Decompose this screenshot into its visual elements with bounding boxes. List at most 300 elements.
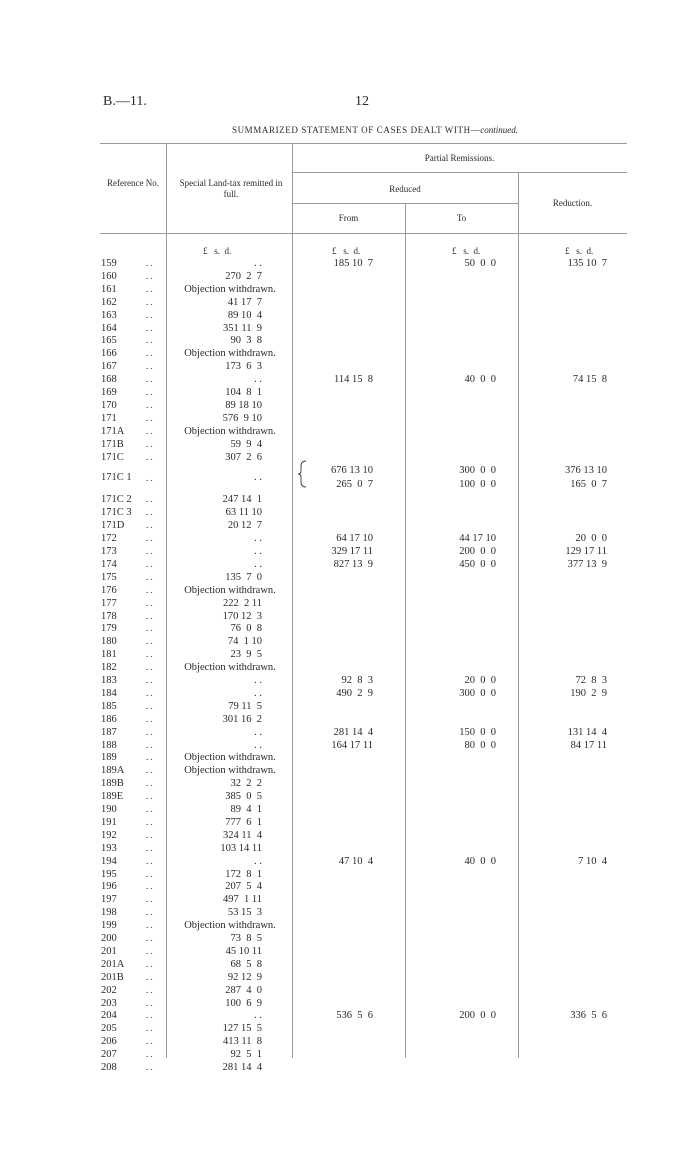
leader-dots: . . <box>146 494 153 505</box>
partial-remissions-rule <box>292 172 627 173</box>
table-row <box>0 622 700 635</box>
table-row <box>0 399 700 412</box>
leader-dots: . . <box>146 662 153 673</box>
reference-number: 159 <box>101 258 117 269</box>
table-row <box>0 777 700 790</box>
remitted-in-full <box>168 373 292 386</box>
remitted-amount: 127 15 5 <box>222 1023 262 1035</box>
table-row <box>0 309 700 322</box>
reference-number: 179 <box>101 623 117 635</box>
reduction-amount: 84 17 11 <box>570 739 607 751</box>
table-row <box>0 373 700 386</box>
reduction-amount: 131 14 4 <box>567 726 607 738</box>
reference-number: 190 <box>101 804 117 815</box>
leader-dots: . . <box>146 520 153 531</box>
table-row <box>0 984 700 997</box>
leader-dots: . . <box>146 752 153 763</box>
leader-dots: . . <box>146 894 153 905</box>
reference-number: 189A <box>101 765 125 777</box>
leader-dots: . . <box>146 765 153 776</box>
reference-number: 208 <box>101 1062 117 1073</box>
reference-number: 200 <box>101 933 117 944</box>
leader-dots: . . <box>146 296 153 307</box>
remitted-in-full <box>168 945 292 958</box>
reference-number: 160 <box>101 270 117 282</box>
reference-number: 187 <box>101 726 117 738</box>
table-row <box>0 855 700 868</box>
leader-dots: . . <box>146 597 153 608</box>
remitted-amount: 76 0 8 <box>230 623 262 635</box>
remitted-in-full <box>168 893 292 906</box>
reduced-to-amount: 200 0 0 <box>459 546 496 557</box>
table-row <box>0 571 700 584</box>
reference-number: 171D <box>101 520 125 532</box>
table-row <box>0 438 700 451</box>
title-text: SUMMARIZED STATEMENT OF CASES DEALT WITH— <box>231 125 481 135</box>
remitted-in-full <box>168 777 292 790</box>
reduced-from-amount: 827 13 9 <box>333 558 373 570</box>
remitted-in-full <box>168 597 292 610</box>
table-row <box>0 296 700 309</box>
table-row <box>0 932 700 945</box>
remitted-in-full <box>168 932 292 945</box>
remitted-amount: 73 8 5 <box>230 933 262 944</box>
remitted-placeholder: . . <box>254 258 262 269</box>
remitted-amount: 270 2 7 <box>225 270 262 282</box>
leader-dots: . . <box>146 700 153 711</box>
reference-number: 166 <box>101 348 117 360</box>
reduced-from-amount: 92 8 3 <box>341 675 373 686</box>
reference-number: 193 <box>101 842 117 854</box>
remitted-in-full <box>168 464 292 492</box>
units-from: £ s. d. <box>332 246 361 256</box>
table-row <box>0 958 700 971</box>
reference-number: 198 <box>101 907 117 919</box>
remitted-amount: 79 11 5 <box>228 700 262 712</box>
remitted-in-full <box>168 997 292 1010</box>
table-row <box>0 1009 700 1022</box>
reduced-from-amount-2: 265 0 7 <box>336 479 373 491</box>
remitted-amount: 68 5 8 <box>230 958 262 970</box>
reference-number: 169 <box>101 387 117 398</box>
remitted-amount: 247 14 1 <box>222 494 262 506</box>
reference-number: 163 <box>101 309 117 321</box>
reference-number: 188 <box>101 739 117 751</box>
remitted-placeholder: . . <box>254 739 262 751</box>
header-partial: Partial Remissions. <box>424 153 495 163</box>
remitted-in-full <box>168 855 292 868</box>
table-row <box>0 1061 700 1074</box>
remitted-in-full <box>168 493 292 506</box>
table-row <box>0 764 700 777</box>
remitted-in-full <box>168 519 292 532</box>
remitted-amount: 92 5 1 <box>230 1049 262 1061</box>
remitted-in-full <box>168 726 292 739</box>
table-row <box>0 674 700 687</box>
table-row <box>0 545 700 558</box>
reference-number: 192 <box>101 829 117 841</box>
remitted-in-full <box>168 700 292 713</box>
remitted-placeholder: . . <box>254 1010 262 1022</box>
remitted-amount: 576 9 10 <box>222 412 262 424</box>
reduction-amount: 129 17 11 <box>565 546 607 557</box>
remitted-in-full <box>168 958 292 971</box>
table-row <box>0 1048 700 1061</box>
remitted-amount: 222 2 11 <box>223 597 262 609</box>
leader-dots: . . <box>146 584 153 595</box>
remitted-amount: 20 12 7 <box>227 520 262 532</box>
remitted-in-full <box>168 984 292 997</box>
table-row <box>0 906 700 919</box>
remitted-in-full <box>168 880 292 893</box>
leader-dots: . . <box>146 322 153 333</box>
remitted-amount: 53 15 3 <box>227 907 262 919</box>
reference-number: 171B <box>101 438 124 450</box>
page-number: 12 <box>355 94 369 109</box>
header-reduced: Reduced <box>389 184 421 194</box>
remitted-amount: 385 0 5 <box>225 791 262 803</box>
leader-dots: . . <box>146 361 153 372</box>
reference-number: 204 <box>101 1010 117 1022</box>
header-special: Special Land-tax remitted in full. <box>179 178 283 199</box>
leader-dots: . . <box>146 507 153 518</box>
reference-number: 174 <box>101 558 117 570</box>
leader-dots: . . <box>146 335 153 346</box>
leader-dots: . . <box>146 739 153 750</box>
table-row <box>0 257 700 270</box>
table-row <box>0 829 700 842</box>
reference-number: 201B <box>101 971 124 983</box>
remitted-in-full <box>168 399 292 412</box>
table-row <box>0 584 700 597</box>
remitted-amount: 497 1 11 <box>223 894 262 906</box>
leader-dots: . . <box>146 270 153 281</box>
reference-number: 162 <box>101 296 117 308</box>
table-row <box>0 635 700 648</box>
table-row <box>0 726 700 739</box>
leader-dots: . . <box>146 387 153 397</box>
table-row <box>0 751 700 764</box>
remitted-in-full <box>168 739 292 752</box>
reference-number: 171C 3 <box>101 507 132 519</box>
leader-dots: . . <box>146 623 153 634</box>
reduction-amount: 135 10 7 <box>567 258 607 269</box>
leader-dots: . . <box>146 958 153 969</box>
reduced-from-amount: 64 17 10 <box>336 533 373 545</box>
table-row <box>0 519 700 532</box>
leader-dots: . . <box>146 984 153 995</box>
remitted-in-full <box>168 270 292 283</box>
units-to: £ s. d. <box>452 246 481 256</box>
leader-dots: . . <box>146 933 153 943</box>
leader-dots: . . <box>146 971 153 982</box>
remitted-amount: 23 9 5 <box>230 649 262 661</box>
table-row <box>0 842 700 855</box>
leader-dots: . . <box>146 920 153 931</box>
remitted-in-full <box>168 790 292 803</box>
header-from: From <box>338 213 359 223</box>
remitted-in-full <box>168 334 292 347</box>
reference-number: 207 <box>101 1049 117 1061</box>
remitted-placeholder: . . <box>254 687 262 699</box>
leader-dots: . . <box>146 610 153 621</box>
table-row <box>0 283 700 296</box>
leader-dots: . . <box>146 778 153 789</box>
table-row <box>0 532 700 545</box>
remitted-in-full <box>168 322 292 335</box>
reduced-from-amount: 164 17 11 <box>331 739 373 751</box>
table-row <box>0 558 700 571</box>
reference-number: 167 <box>101 361 117 373</box>
reduced-to-amount-2: 100 0 0 <box>459 479 496 491</box>
reference-number: 194 <box>101 855 117 867</box>
reference-number: 171A <box>101 425 125 437</box>
leader-dots: . . <box>146 533 153 544</box>
page-reference: B.—11. <box>103 94 147 109</box>
reference-number: 197 <box>101 894 117 906</box>
remitted-in-full <box>168 906 292 919</box>
leader-dots: . . <box>146 675 153 685</box>
table-row <box>0 610 700 623</box>
remitted-amount: 89 18 10 <box>225 399 262 411</box>
leader-dots: . . <box>146 804 153 814</box>
objection-note: Objection withdrawn. <box>184 283 276 295</box>
table-row <box>0 597 700 610</box>
reference-number: 171C 2 <box>101 494 132 506</box>
table-row <box>0 893 700 906</box>
leader-dots: . . <box>146 636 153 647</box>
table-row <box>0 700 700 713</box>
remitted-amount: 74 1 10 <box>227 636 262 648</box>
leader-dots: . . <box>146 791 153 802</box>
remitted-amount: 59 9 4 <box>230 438 262 450</box>
remitted-in-full <box>168 257 292 270</box>
reduced-from-amount: 281 14 4 <box>333 726 373 738</box>
reference-number: 183 <box>101 675 117 686</box>
leader-dots: . . <box>146 1062 153 1072</box>
reduced-to-amount: 80 0 0 <box>464 739 496 751</box>
reference-number: 171C <box>101 451 124 463</box>
leader-dots: . . <box>146 726 153 737</box>
remitted-amount: 135 7 0 <box>225 571 262 583</box>
remitted-in-full <box>168 687 292 700</box>
remitted-placeholder: . . <box>254 855 262 867</box>
remitted-in-full <box>168 360 292 373</box>
remitted-amount: 89 10 4 <box>227 309 262 321</box>
reference-number: 171 <box>101 412 117 424</box>
remitted-in-full <box>168 386 292 399</box>
remitted-placeholder: . . <box>254 558 262 570</box>
title-continued: continued. <box>480 125 519 135</box>
remitted-amount: 100 6 9 <box>225 997 262 1009</box>
remitted-in-full <box>168 532 292 545</box>
reference-number: 195 <box>101 868 117 880</box>
reduced-to-amount: 300 0 0 <box>459 465 496 477</box>
remitted-placeholder: . . <box>254 374 262 386</box>
remitted-placeholder: . . <box>254 675 262 686</box>
reference-number: 202 <box>101 984 117 996</box>
header-bottom-rule <box>100 233 627 234</box>
reference-number: 201 <box>101 945 117 957</box>
remitted-amount: 63 11 10 <box>225 507 262 519</box>
reduced-from-amount: 114 15 8 <box>334 374 373 386</box>
remitted-placeholder: . . <box>254 533 262 545</box>
remitted-in-full <box>168 803 292 816</box>
remitted-in-full <box>168 868 292 881</box>
table-row <box>0 919 700 932</box>
table-row <box>0 790 700 803</box>
remitted-amount: 413 11 8 <box>223 1036 262 1048</box>
reference-number: 201A <box>101 958 125 970</box>
table-row <box>0 945 700 958</box>
reduced-to-amount: 40 0 0 <box>464 374 496 386</box>
reduced-from-amount: 329 17 11 <box>331 546 373 557</box>
remitted-amount: 45 10 11 <box>225 945 262 957</box>
table-row <box>0 868 700 881</box>
remitted-in-full <box>168 816 292 829</box>
reference-number: 186 <box>101 713 117 725</box>
reference-number: 191 <box>101 816 117 828</box>
reference-number: 164 <box>101 322 117 334</box>
remitted-amount: 32 2 2 <box>230 778 262 790</box>
remitted-amount: 170 12 3 <box>222 610 262 622</box>
header-reduction: Reduction. <box>552 198 593 208</box>
remitted-amount: 287 4 0 <box>225 984 262 996</box>
reference-number: 180 <box>101 636 117 648</box>
reduction-amount: 336 5 6 <box>570 1010 607 1022</box>
remitted-in-full <box>168 506 292 519</box>
reference-number: 189B <box>101 778 124 790</box>
objection-note: Objection withdrawn. <box>184 425 276 437</box>
table-row <box>0 1022 700 1035</box>
leader-dots: . . <box>146 571 153 582</box>
reduced-to-amount: 44 17 10 <box>459 533 496 545</box>
objection-note: Objection withdrawn. <box>184 348 276 360</box>
reduced-to-amount: 450 0 0 <box>459 558 496 570</box>
leader-dots: . . <box>146 309 153 320</box>
reduced-from-amount: 490 2 9 <box>336 687 373 699</box>
reference-number: 177 <box>101 597 117 609</box>
leader-dots: . . <box>146 374 153 385</box>
reduction-amount: 72 8 3 <box>575 675 607 686</box>
reduction-amount: 20 0 0 <box>575 533 607 545</box>
remitted-in-full <box>168 622 292 635</box>
leader-dots: . . <box>146 1010 153 1021</box>
remitted-amount: 172 8 1 <box>225 868 262 880</box>
remitted-placeholder: . . <box>254 546 262 557</box>
leader-dots: . . <box>146 868 153 879</box>
remitted-in-full <box>168 1048 292 1061</box>
remitted-amount: 301 16 2 <box>222 713 262 725</box>
remitted-amount: 92 12 9 <box>227 971 262 983</box>
reduction-amount-2: 165 0 7 <box>570 479 607 491</box>
page-title <box>150 125 600 135</box>
leader-dots: . . <box>146 649 153 660</box>
remitted-in-full <box>168 545 292 558</box>
remitted-in-full <box>168 648 292 661</box>
reference-number: 161 <box>101 283 117 295</box>
reference-number: 189E <box>101 791 124 803</box>
table-row <box>0 1035 700 1048</box>
table-row <box>0 739 700 752</box>
remitted-in-full <box>168 558 292 571</box>
reduced-to-amount: 150 0 0 <box>459 726 496 738</box>
table-row <box>0 816 700 829</box>
leader-dots: . . <box>146 451 153 462</box>
reduced-to-amount: 300 0 0 <box>459 687 496 699</box>
remitted-in-full <box>168 674 292 687</box>
reduced-to-amount: 200 0 0 <box>459 1010 496 1022</box>
table-row <box>0 412 700 425</box>
leader-dots: . . <box>146 258 153 268</box>
table-row <box>0 464 700 492</box>
objection-note: Objection withdrawn. <box>184 752 276 764</box>
leader-dots: . . <box>146 855 153 866</box>
table-row <box>0 713 700 726</box>
leader-dots: . . <box>146 1036 153 1047</box>
remitted-amount: 351 11 9 <box>223 322 262 334</box>
reference-number: 168 <box>101 374 117 386</box>
reference-number: 182 <box>101 662 117 674</box>
leader-dots: . . <box>146 473 153 484</box>
reference-number: 203 <box>101 997 117 1009</box>
remitted-placeholder: . . <box>254 472 262 484</box>
objection-note: Objection withdrawn. <box>184 765 276 777</box>
leader-dots: . . <box>146 1023 153 1034</box>
reference-number: 185 <box>101 700 117 712</box>
reduced-to-amount: 20 0 0 <box>464 675 496 686</box>
reference-number: 176 <box>101 584 117 596</box>
remitted-amount: 777 6 1 <box>225 816 262 828</box>
table-row <box>0 386 700 399</box>
reference-number: 206 <box>101 1036 117 1048</box>
table-row <box>0 334 700 347</box>
reduced-from-amount: 536 5 6 <box>336 1010 373 1022</box>
leader-dots: . . <box>146 438 153 449</box>
remitted-amount: 173 6 3 <box>225 361 262 373</box>
table-row <box>0 425 700 438</box>
remitted-amount: 103 14 11 <box>220 842 262 854</box>
units-reduction: £ s. d. <box>565 246 594 256</box>
remitted-amount: 324 11 4 <box>223 829 262 841</box>
reference-number: 199 <box>101 920 117 932</box>
remitted-in-full <box>168 610 292 623</box>
leader-dots: . . <box>146 558 153 569</box>
reduction-amount: 74 15 8 <box>572 374 607 386</box>
remitted-in-full <box>168 1009 292 1022</box>
remitted-in-full <box>168 438 292 451</box>
reference-number: 184 <box>101 687 117 699</box>
remitted-in-full <box>168 412 292 425</box>
reduced-to-amount: 40 0 0 <box>464 855 496 867</box>
table-row <box>0 803 700 816</box>
leader-dots: . . <box>146 687 153 698</box>
leader-dots: . . <box>146 425 153 436</box>
table-row <box>0 347 700 360</box>
remitted-amount: 89 4 1 <box>230 804 262 815</box>
leader-dots: . . <box>146 829 153 840</box>
reduced-from-amount: 47 10 4 <box>338 855 373 867</box>
leader-dots: . . <box>146 881 153 892</box>
reduction-amount: 376 13 10 <box>565 465 607 477</box>
leader-dots: . . <box>146 907 153 918</box>
table-row <box>0 687 700 700</box>
leader-dots: . . <box>146 816 153 827</box>
objection-note: Objection withdrawn. <box>184 662 276 674</box>
table-row <box>0 880 700 893</box>
reference-number: 205 <box>101 1023 117 1035</box>
table-row <box>0 997 700 1010</box>
